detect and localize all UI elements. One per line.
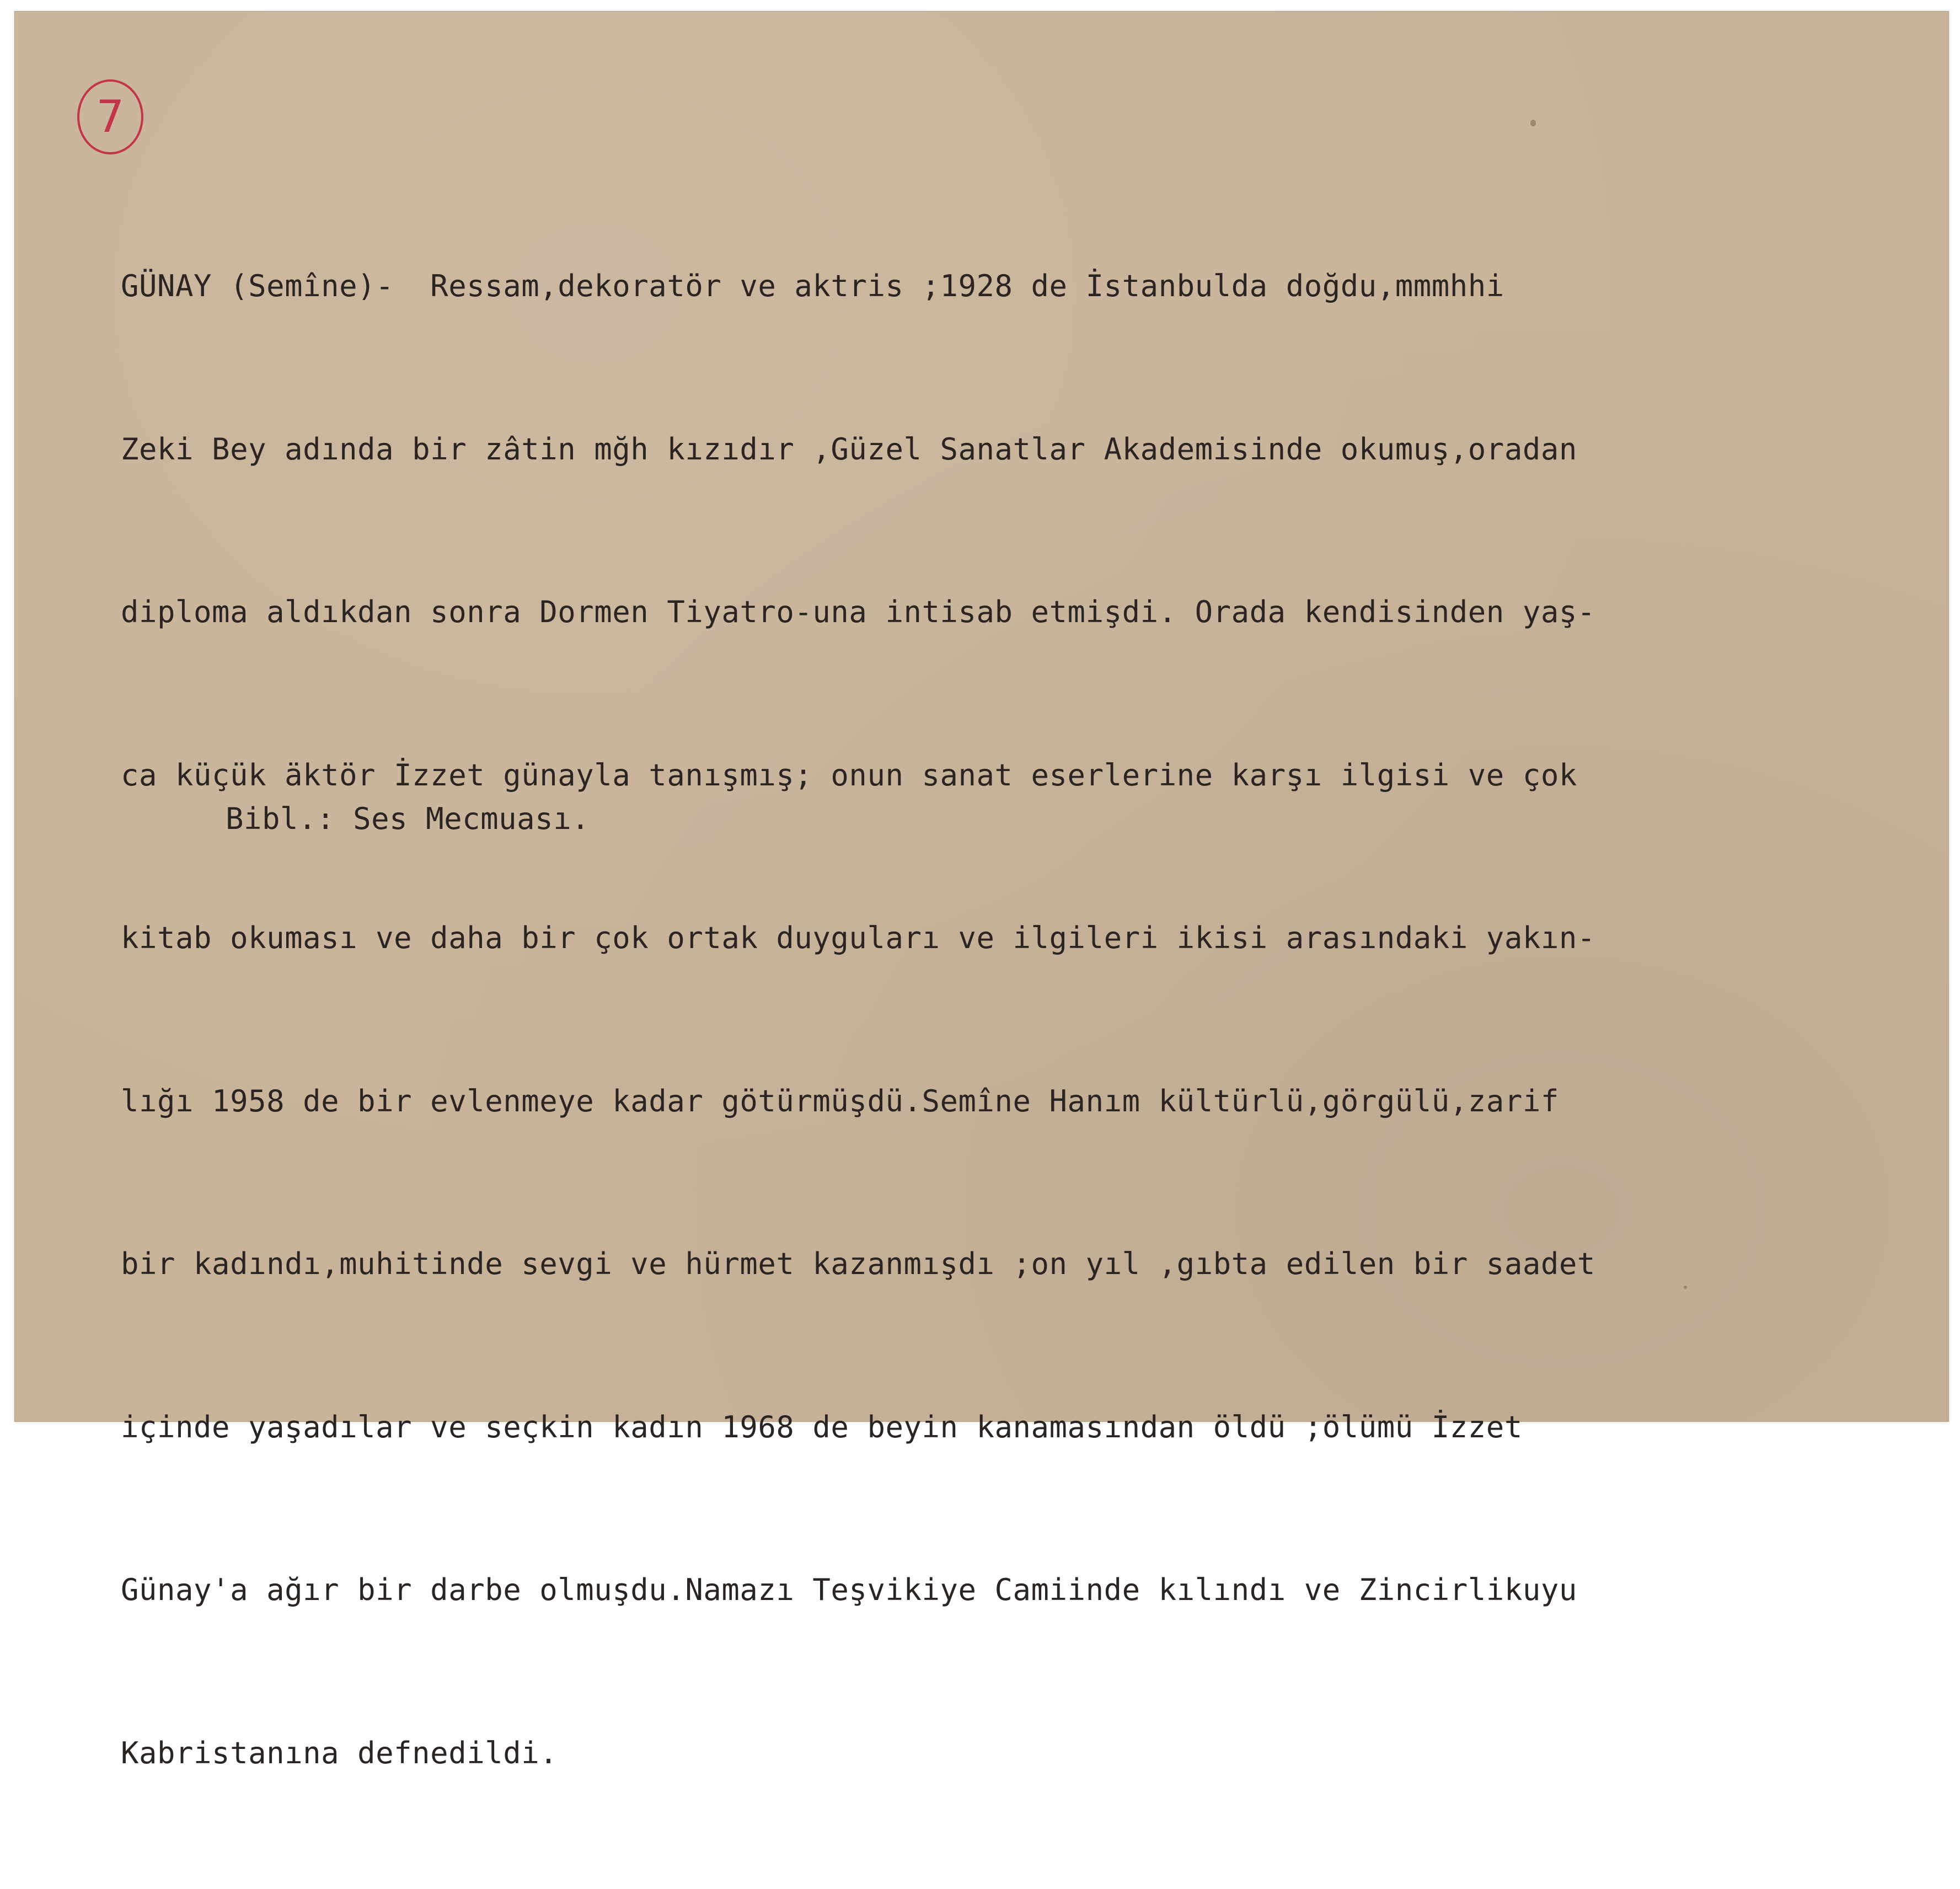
index-card xyxy=(14,11,1949,1770)
entry-line: Kabristanına defnedildi. xyxy=(121,1735,558,1770)
page-number-stamp xyxy=(69,76,152,158)
entry-line: lığı 1958 de bir evlenmeye kadar götürmüşdü.Semîne Hanım kültürlü,görgülü,zarif xyxy=(121,1083,1559,1119)
entry-line: bir kadındı,muhitinde sevgi ve hürmet kazanmışdı ;on yıl ,gıbta edilen bir saadet xyxy=(121,1246,1595,1281)
page-number: 7 xyxy=(96,91,125,142)
entry-line: GÜNAY (Semîne)- Ressam,dekoratör ve aktris ;1928 de İstanbulda doğdu,mmmhhi xyxy=(121,269,1504,303)
entry-line: ca küçük äktör İzzet günayla tanışmış; onun sanat eserlerine karşı ilgisi ve çok xyxy=(121,757,1577,793)
entry-line: kitab okuması ve daha bir çok ortak duyguları ve ilgileri ikisi arasındaki yakın- xyxy=(121,921,1595,955)
entry-line: Günay'a ağır bir darbe olmuşdu.Namazı Teşvikiye Camiinde kılındı ve Zincirlikuyu xyxy=(121,1572,1577,1607)
bibliography: Bibl.: Ses Mecmuası. xyxy=(226,801,590,836)
ink-speck xyxy=(1530,120,1536,126)
entry-line: diploma aldıkdan sonra Dormen Tiyatro-una intisab etmişdi. Orada kendisinden yaş- xyxy=(121,595,1595,629)
entry-line: Zeki Bey adında bir zâtin mğh kızıdır ,Güzel Sanatlar Akademisinde okumuş,oradan xyxy=(121,431,1577,467)
entry-text xyxy=(121,151,1941,1889)
entry-line: içinde yaşadılar ve seçkin kadın 1968 de beyin kanamasından öldü ;ölümü İzzet xyxy=(121,1409,1523,1444)
